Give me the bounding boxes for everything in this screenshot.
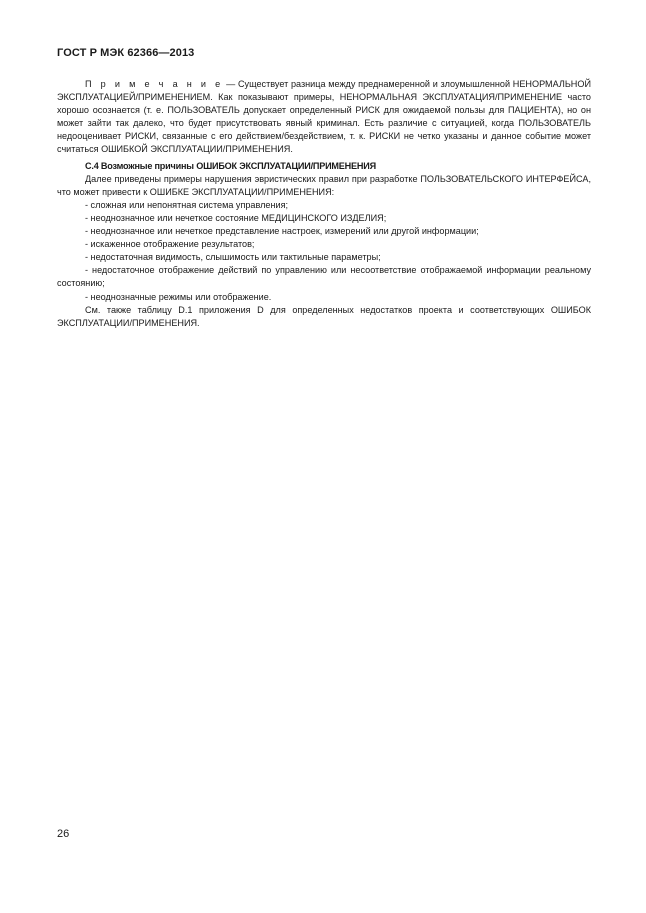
list-item: - неоднозначное или нечеткое состояние МЕДИЦИНСКОГО ИЗДЕЛИЯ;: [85, 212, 387, 223]
page-number: 26: [57, 828, 70, 840]
note-label: П р и м е ч а н и е: [85, 79, 224, 89]
causes-list: [57, 199, 591, 304]
note-paragraph: [57, 78, 591, 157]
note-text: — Существует разница между преднамеренной и злоумышленной НЕНОРМАЛЬНОЙ ЭКСПЛУАТАЦИЕЙ/ПРИМЕНЕНИЕМ. Как показывают примеры, НЕНОРМАЛЬНАЯ ЭКСПЛУАТАЦИЯ/ПРИМЕНЕНИЕ часто хорошо осознается (т. е. ПОЛЬЗОВАТЕЛЬ допускает определенный РИСК для ожидаемой пользы для ПАЦИЕНТА), но он может зайти так далеко, что будет присутствовать явный криминал. Есть различие с ситуацией, когда ПОЛЬЗОВАТЕЛЬ недооценивает РИСКИ, связанные с его действием/бездействием, т. к. РИСКИ не четко указаны и данное событие может считаться ОШИБКОЙ ЭКСПЛУАТАЦИИ/ПРИМЕНЕНИЯ.: [57, 79, 591, 155]
list-item: - недостаточная видимость, слышимость или тактильные параметры;: [85, 252, 381, 263]
list-item: - сложная или непонятная система управления;: [85, 199, 289, 210]
document-header: [57, 47, 194, 59]
section-heading: С.4 Возможные причины ОШИБОК ЭКСПЛУАТАЦИИ/ПРИМЕНЕНИЯ: [85, 160, 376, 171]
page-content: [57, 78, 591, 330]
see-also-paragraph: См. также таблицу D.1 приложения D для определенных недостатков проекта и соответствующих ОШИБОК ЭКСПЛУАТАЦИИ/ПРИМЕНЕНИЯ.: [57, 304, 591, 328]
list-item: - неоднозначные режимы или отображение.: [85, 291, 272, 302]
list-item: - искаженное отображение результатов;: [85, 239, 255, 250]
section-intro: Далее приведены примеры нарушения эвристических правил при разработке ПОЛЬЗОВАТЕЛЬСКОГО ИНТЕРФЕЙСА, что может привести к ОШИБКЕ ЭКСПЛУАТАЦИИ/ПРИМЕНЕНИЯ:: [57, 173, 591, 197]
standard-designation: ГОСТ Р МЭК 62366—2013: [57, 47, 195, 59]
list-item: - неоднозначное или нечеткое представление настроек, измерений или другой информации;: [85, 226, 479, 237]
list-item: - недостаточное отображение действий по управлению или несоответствие отображаемой информации реальному состоянию;: [57, 265, 591, 289]
